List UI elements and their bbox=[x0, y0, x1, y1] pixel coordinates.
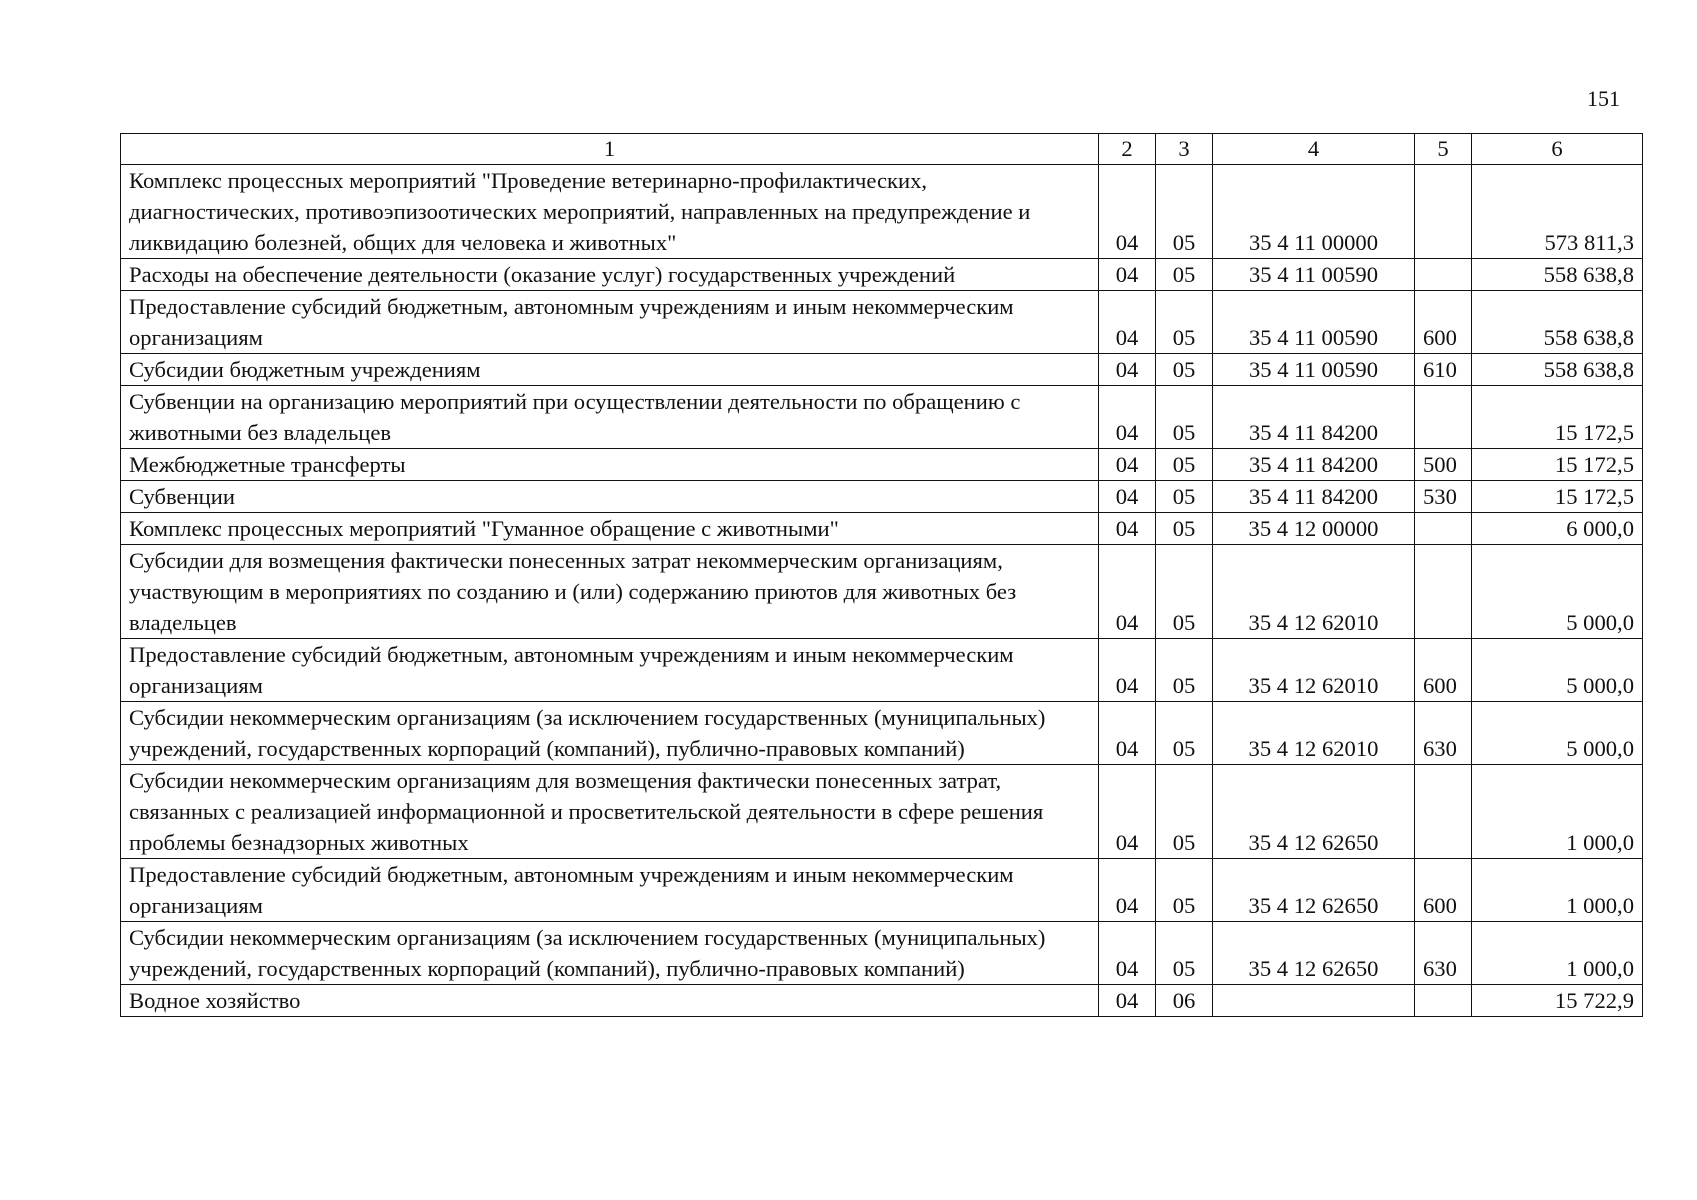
row-subsection: 05 bbox=[1156, 765, 1213, 859]
row-subsection: 05 bbox=[1156, 165, 1213, 259]
header-col-6: 6 bbox=[1472, 134, 1643, 165]
row-name: Субсидии для возмещения фактически понесенных затрат некоммерческим организациям, участвующим в мероприятиях по созданию и (или) содержанию приютов для животных без владельцев bbox=[121, 545, 1099, 639]
row-name: Субвенции bbox=[121, 481, 1099, 513]
row-subsection: 05 bbox=[1156, 259, 1213, 291]
row-target-code: 35 4 12 62010 bbox=[1213, 545, 1415, 639]
row-target-code: 35 4 11 00000 bbox=[1213, 165, 1415, 259]
row-expense-type: 600 bbox=[1415, 859, 1472, 922]
row-section: 04 bbox=[1099, 765, 1156, 859]
row-section: 04 bbox=[1099, 545, 1156, 639]
row-name: Расходы на обеспечение деятельности (оказание услуг) государственных учреждений bbox=[121, 259, 1099, 291]
row-target-code: 35 4 11 84200 bbox=[1213, 481, 1415, 513]
row-target-code: 35 4 12 62010 bbox=[1213, 702, 1415, 765]
header-col-2: 2 bbox=[1099, 134, 1156, 165]
row-name: Комплекс процессных мероприятий "Гуманное обращение с животными" bbox=[121, 513, 1099, 545]
budget-table bbox=[120, 133, 1643, 1017]
row-expense-type bbox=[1415, 386, 1472, 449]
row-subsection: 05 bbox=[1156, 859, 1213, 922]
row-amount: 15 722,9 bbox=[1472, 985, 1643, 1017]
row-section: 04 bbox=[1099, 354, 1156, 386]
row-amount: 15 172,5 bbox=[1472, 481, 1643, 513]
row-section: 04 bbox=[1099, 291, 1156, 354]
row-subsection: 05 bbox=[1156, 291, 1213, 354]
row-subsection: 05 bbox=[1156, 386, 1213, 449]
row-section: 04 bbox=[1099, 513, 1156, 545]
table-row bbox=[121, 985, 1643, 1017]
row-amount: 1 000,0 bbox=[1472, 765, 1643, 859]
row-section: 04 bbox=[1099, 702, 1156, 765]
row-subsection: 05 bbox=[1156, 639, 1213, 702]
row-target-code bbox=[1213, 985, 1415, 1017]
row-section: 04 bbox=[1099, 386, 1156, 449]
table-row bbox=[121, 481, 1643, 513]
row-amount: 15 172,5 bbox=[1472, 386, 1643, 449]
row-name: Субсидии некоммерческим организациям (за исключением государственных (муниципальных) учреждений, государственных корпораций (компаний), публично-правовых компаний) bbox=[121, 702, 1099, 765]
row-section: 04 bbox=[1099, 259, 1156, 291]
table-row bbox=[121, 765, 1643, 859]
row-section: 04 bbox=[1099, 985, 1156, 1017]
table-row bbox=[121, 354, 1643, 386]
row-expense-type bbox=[1415, 259, 1472, 291]
row-expense-type bbox=[1415, 985, 1472, 1017]
row-name: Предоставление субсидий бюджетным, автономным учреждениям и иным некоммерческим организациям bbox=[121, 639, 1099, 702]
row-target-code: 35 4 12 62650 bbox=[1213, 922, 1415, 985]
row-target-code: 35 4 11 84200 bbox=[1213, 386, 1415, 449]
row-subsection: 06 bbox=[1156, 985, 1213, 1017]
row-subsection: 05 bbox=[1156, 702, 1213, 765]
row-name: Водное хозяйство bbox=[121, 985, 1099, 1017]
row-amount: 558 638,8 bbox=[1472, 259, 1643, 291]
row-expense-type bbox=[1415, 513, 1472, 545]
row-expense-type: 630 bbox=[1415, 922, 1472, 985]
header-col-4: 4 bbox=[1213, 134, 1415, 165]
row-section: 04 bbox=[1099, 481, 1156, 513]
row-subsection: 05 bbox=[1156, 513, 1213, 545]
header-col-3: 3 bbox=[1156, 134, 1213, 165]
row-expense-type: 600 bbox=[1415, 639, 1472, 702]
row-target-code: 35 4 11 84200 bbox=[1213, 449, 1415, 481]
table-row bbox=[121, 449, 1643, 481]
page-number: 151 bbox=[1587, 86, 1620, 111]
row-target-code: 35 4 12 62010 bbox=[1213, 639, 1415, 702]
row-amount: 5 000,0 bbox=[1472, 639, 1643, 702]
header-col-1: 1 bbox=[121, 134, 1099, 165]
row-expense-type: 600 bbox=[1415, 291, 1472, 354]
row-section: 04 bbox=[1099, 922, 1156, 985]
row-expense-type: 610 bbox=[1415, 354, 1472, 386]
row-target-code: 35 4 11 00590 bbox=[1213, 291, 1415, 354]
row-subsection: 05 bbox=[1156, 354, 1213, 386]
row-amount: 558 638,8 bbox=[1472, 291, 1643, 354]
row-target-code: 35 4 12 00000 bbox=[1213, 513, 1415, 545]
row-expense-type bbox=[1415, 765, 1472, 859]
row-name: Субсидии некоммерческим организациям для возмещения фактически понесенных затрат, связанных с реализацией информационной и просветительской деятельности в сфере решения проблемы безнадзорных животных bbox=[121, 765, 1099, 859]
table-row bbox=[121, 545, 1643, 639]
row-name: Субсидии некоммерческим организациям (за исключением государственных (муниципальных) учреждений, государственных корпораций (компаний), публично-правовых компаний) bbox=[121, 922, 1099, 985]
table-body bbox=[121, 165, 1643, 1017]
table-row bbox=[121, 386, 1643, 449]
row-subsection: 05 bbox=[1156, 545, 1213, 639]
row-amount: 573 811,3 bbox=[1472, 165, 1643, 259]
row-expense-type: 630 bbox=[1415, 702, 1472, 765]
row-amount: 5 000,0 bbox=[1472, 702, 1643, 765]
row-section: 04 bbox=[1099, 859, 1156, 922]
row-name: Комплекс процессных мероприятий "Проведение ветеринарно-профилактических, диагностических, противоэпизоотических мероприятий, направленных на предупреждение и ликвидацию болезней, общих для человека и животных" bbox=[121, 165, 1099, 259]
table-row bbox=[121, 639, 1643, 702]
row-expense-type bbox=[1415, 165, 1472, 259]
table-row bbox=[121, 259, 1643, 291]
row-name: Субвенции на организацию мероприятий при осуществлении деятельности по обращению с животными без владельцев bbox=[121, 386, 1099, 449]
table-row bbox=[121, 165, 1643, 259]
row-target-code: 35 4 11 00590 bbox=[1213, 354, 1415, 386]
table-row bbox=[121, 859, 1643, 922]
row-expense-type: 530 bbox=[1415, 481, 1472, 513]
row-target-code: 35 4 11 00590 bbox=[1213, 259, 1415, 291]
row-amount: 5 000,0 bbox=[1472, 545, 1643, 639]
header-row bbox=[121, 134, 1643, 165]
row-amount: 6 000,0 bbox=[1472, 513, 1643, 545]
table-row bbox=[121, 291, 1643, 354]
row-section: 04 bbox=[1099, 639, 1156, 702]
table-row bbox=[121, 922, 1643, 985]
row-name: Межбюджетные трансферты bbox=[121, 449, 1099, 481]
row-section: 04 bbox=[1099, 449, 1156, 481]
row-amount: 1 000,0 bbox=[1472, 922, 1643, 985]
table-row bbox=[121, 513, 1643, 545]
row-name: Субсидии бюджетным учреждениям bbox=[121, 354, 1099, 386]
row-subsection: 05 bbox=[1156, 449, 1213, 481]
row-amount: 558 638,8 bbox=[1472, 354, 1643, 386]
row-target-code: 35 4 12 62650 bbox=[1213, 859, 1415, 922]
row-expense-type: 500 bbox=[1415, 449, 1472, 481]
row-name: Предоставление субсидий бюджетным, автономным учреждениям и иным некоммерческим организациям bbox=[121, 859, 1099, 922]
header-col-5: 5 bbox=[1415, 134, 1472, 165]
row-subsection: 05 bbox=[1156, 922, 1213, 985]
table-row bbox=[121, 702, 1643, 765]
row-expense-type bbox=[1415, 545, 1472, 639]
row-amount: 15 172,5 bbox=[1472, 449, 1643, 481]
row-section: 04 bbox=[1099, 165, 1156, 259]
row-amount: 1 000,0 bbox=[1472, 859, 1643, 922]
row-name: Предоставление субсидий бюджетным, автономным учреждениям и иным некоммерческим организациям bbox=[121, 291, 1099, 354]
row-target-code: 35 4 12 62650 bbox=[1213, 765, 1415, 859]
row-subsection: 05 bbox=[1156, 481, 1213, 513]
